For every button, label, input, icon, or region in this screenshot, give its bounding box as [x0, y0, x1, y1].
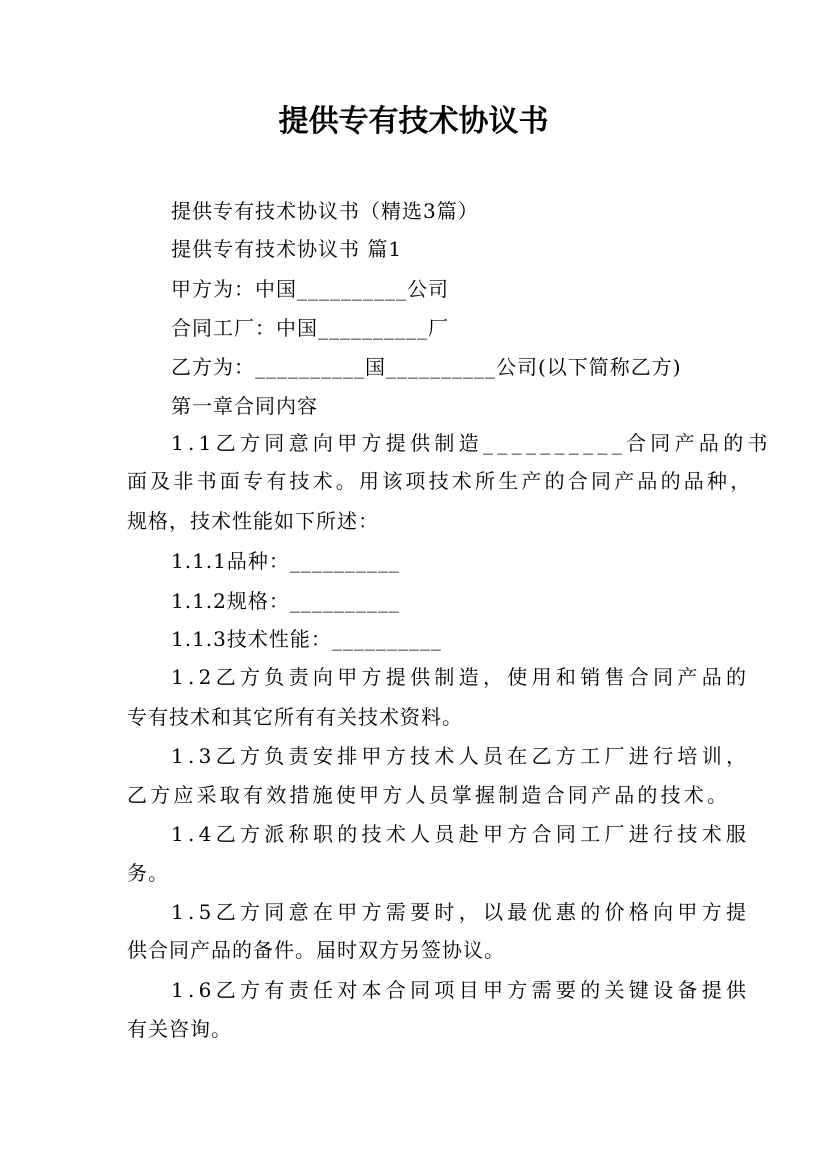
- clause-1-2-line-2: 专有技术和其它所有有关技术资料。: [127, 705, 463, 729]
- clause-1-3-line-2: 乙方应采取有效措施使甲方人员掌握制造合同产品的技术。: [127, 783, 731, 807]
- clause-1-1-3: 1.1.3技术性能：__________: [171, 627, 442, 651]
- chapter-heading: 第一章合同内容: [171, 394, 318, 418]
- clause-1-5-line-1: 1.5乙方同意在甲方需要时，以最优惠的价格向甲方提: [171, 900, 751, 924]
- clause-1-1-1: 1.1.1品种：__________: [171, 549, 400, 573]
- document-title: 提供专有技术协议书: [278, 104, 549, 139]
- clause-1-4-line-2: 务。: [127, 861, 169, 885]
- clause-1-6-line-1: 1.6乙方有责任对本合同项目甲方需要的关键设备提供: [171, 978, 751, 1002]
- subtitle-selection: 提供专有技术协议书（精选3篇）: [171, 199, 479, 223]
- contract-factory-line: 合同工厂：中国__________厂: [171, 316, 449, 340]
- section-heading: 提供专有技术协议书 篇1: [171, 237, 403, 261]
- clause-1-5-line-2: 供合同产品的备件。届时双方另签协议。: [127, 938, 505, 962]
- clause-1-3-line-1: 1.3乙方负责安排甲方技术人员在乙方工厂进行培训，: [171, 744, 751, 768]
- clause-1-2-line-1: 1.2乙方负责向甲方提供制造，使用和销售合同产品的: [171, 665, 751, 689]
- party-a-line: 甲方为：中国__________公司: [171, 277, 449, 301]
- clause-1-1-line-3: 规格，技术性能如下所述：: [127, 509, 379, 533]
- clause-1-1-2: 1.1.2规格：__________: [171, 589, 400, 613]
- party-b-line: 乙方为：__________国__________公司(以下简称乙方): [171, 355, 682, 379]
- clause-1-1-line-2: 面及非书面专有技术。用该项技术所生产的合同产品的品种，: [127, 469, 754, 493]
- clause-1-6-line-2: 有关咨询。: [127, 1017, 232, 1041]
- clause-1-1-line-1: 1.1乙方同意向甲方提供制造__________合同产品的书: [171, 431, 772, 455]
- clause-1-4-line-1: 1.4乙方派称职的技术人员赴甲方合同工厂进行技术服: [171, 822, 751, 846]
